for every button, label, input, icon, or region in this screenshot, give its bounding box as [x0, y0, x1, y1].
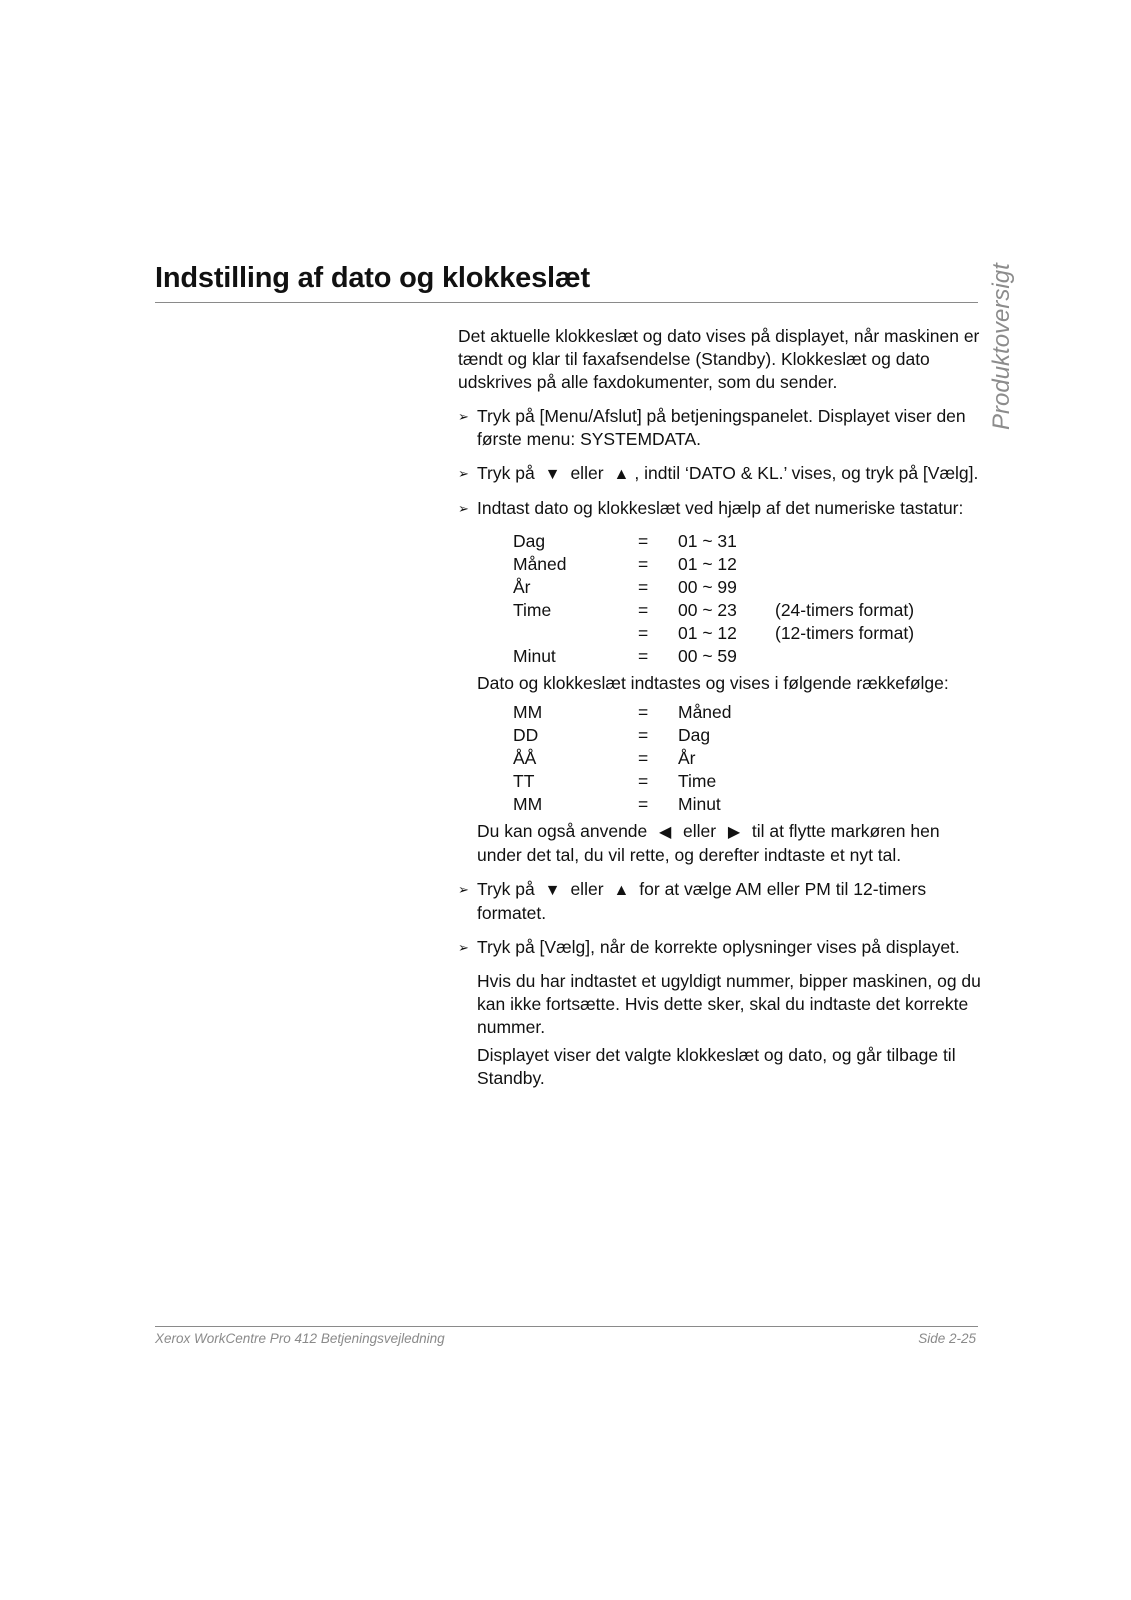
order-row — [513, 724, 983, 747]
arrow-bullet-icon: ➢ — [458, 940, 469, 955]
intro-paragraph: Det aktuelle klokkeslæt og dato vises på displayet, når maskinen er tændt og klar til faxafsendelse (Standby). Klokkeslæt og dato udskrives på alle faxdokumenter, som du sender. — [458, 326, 980, 392]
order-meaning: Dag — [678, 725, 711, 745]
range-value: 00 ~ 99 — [678, 577, 737, 597]
order-meaning: Time — [678, 771, 717, 791]
order-meaning: År — [678, 748, 696, 768]
range-row — [513, 553, 983, 576]
up-arrow-icon: ▲ — [613, 882, 630, 899]
range-note: (24-timers format) — [775, 600, 915, 620]
down-arrow-icon: ▼ — [544, 466, 561, 483]
arrow-bullet-icon: ➢ — [458, 882, 469, 897]
range-value: 01 ~ 31 — [678, 531, 737, 551]
range-row — [513, 530, 983, 553]
range-row — [513, 599, 983, 622]
order-equals: = — [638, 702, 649, 722]
step-3 — [458, 497, 983, 520]
order-row — [513, 793, 983, 816]
standby-note: Displayet viser det valgte klokkeslæt og dato, og går tilbage til Standby. — [477, 1045, 956, 1088]
range-value: 01 ~ 12 — [678, 554, 737, 574]
order-meaning: Minut — [678, 794, 721, 814]
arrow-bullet-icon: ➢ — [458, 466, 469, 481]
step-2-text-b: eller — [570, 463, 604, 483]
order-intro: Dato og klokkeslæt indtastes og vises i følgende rækkefølge: — [477, 673, 949, 693]
range-row — [513, 576, 983, 599]
cursor-note-text-c: til at flytte markøren hen under det tal, du vil rette, og derefter indtaste et nyt tal. — [477, 821, 940, 865]
step-4-text-c: for at vælge AM eller PM til 12-timers formatet. — [477, 879, 927, 923]
range-equals: = — [638, 646, 649, 666]
step-1 — [458, 405, 983, 451]
range-label: Dag — [513, 531, 546, 551]
side-tab — [984, 263, 1020, 430]
order-code: MM — [513, 702, 543, 722]
range-value: 00 ~ 23 — [678, 600, 737, 620]
up-arrow-icon: ▲ — [613, 466, 630, 483]
main-content — [458, 325, 983, 1095]
range-label: Måned — [513, 554, 567, 574]
order-row — [513, 701, 983, 724]
arrow-bullet-icon: ➢ — [458, 409, 469, 424]
range-value: 01 ~ 12 — [678, 623, 737, 643]
left-arrow-icon: ◀ — [659, 824, 672, 841]
range-row — [513, 645, 983, 668]
footer-page-number: Side 2-25 — [918, 1331, 976, 1346]
range-row — [513, 622, 983, 645]
step-5-text: Tryk på [Vælg], når de korrekte oplysninger vises på displayet. — [477, 937, 960, 957]
order-code: TT — [513, 771, 535, 791]
step-4-text-b: eller — [570, 879, 604, 899]
footer-document-title: Xerox WorkCentre Pro 412 Betjeningsvejledning — [155, 1331, 445, 1346]
step-4-text-a: Tryk på — [477, 879, 535, 899]
order-row — [513, 770, 983, 793]
order-equals: = — [638, 771, 649, 791]
range-equals: = — [638, 577, 649, 597]
order-code: DD — [513, 725, 539, 745]
down-arrow-icon: ▼ — [544, 882, 561, 899]
step-3-text: Indtast dato og klokkeslæt ved hjælp af det numeriske tastatur: — [477, 498, 964, 518]
invalid-number-note: Hvis du har indtastet et ugyldigt nummer, bipper maskinen, og du kan ikke fortsætte. Hvis dette sker, skal du indtaste det korrekte nummer. — [477, 971, 981, 1037]
range-equals: = — [638, 531, 649, 551]
range-label: År — [513, 577, 531, 597]
range-value: 00 ~ 59 — [678, 646, 737, 666]
range-equals: = — [638, 623, 649, 643]
range-label: Minut — [513, 646, 556, 666]
step-1-text: Tryk på [Menu/Afslut] på betjeningspanelet. Displayet viser den første menu: SYSTEMDATA. — [477, 406, 966, 449]
order-code: MM — [513, 794, 543, 814]
page-title: Indstilling af dato og klokkeslæt — [155, 262, 590, 294]
step-5 — [458, 936, 983, 959]
cursor-note — [458, 820, 983, 867]
step-2 — [458, 462, 983, 486]
range-table — [458, 530, 983, 668]
order-equals: = — [638, 748, 649, 768]
arrow-bullet-icon: ➢ — [458, 501, 469, 516]
order-table — [458, 701, 983, 816]
cursor-note-text-b: eller — [683, 821, 717, 841]
footer-divider — [155, 1326, 978, 1327]
range-equals: = — [638, 600, 649, 620]
right-arrow-icon: ▶ — [727, 824, 741, 841]
order-code: ÅÅ — [513, 748, 537, 768]
step-2-text-a: Tryk på — [477, 463, 535, 483]
step-2-text-c: , indtil ‘DATO & KL.’ vises, og tryk på [Vælg]. — [634, 463, 979, 483]
order-meaning: Måned — [678, 702, 732, 722]
cursor-note-text-a: Du kan også anvende — [477, 821, 648, 841]
side-tab-label: Produktoversigt — [988, 263, 1015, 430]
order-equals: = — [638, 725, 649, 745]
title-divider — [155, 302, 978, 303]
step-4 — [458, 878, 983, 925]
range-equals: = — [638, 554, 649, 574]
order-equals: = — [638, 794, 649, 814]
range-note: (12-timers format) — [775, 623, 915, 643]
order-row — [513, 747, 983, 770]
range-label: Time — [513, 600, 552, 620]
